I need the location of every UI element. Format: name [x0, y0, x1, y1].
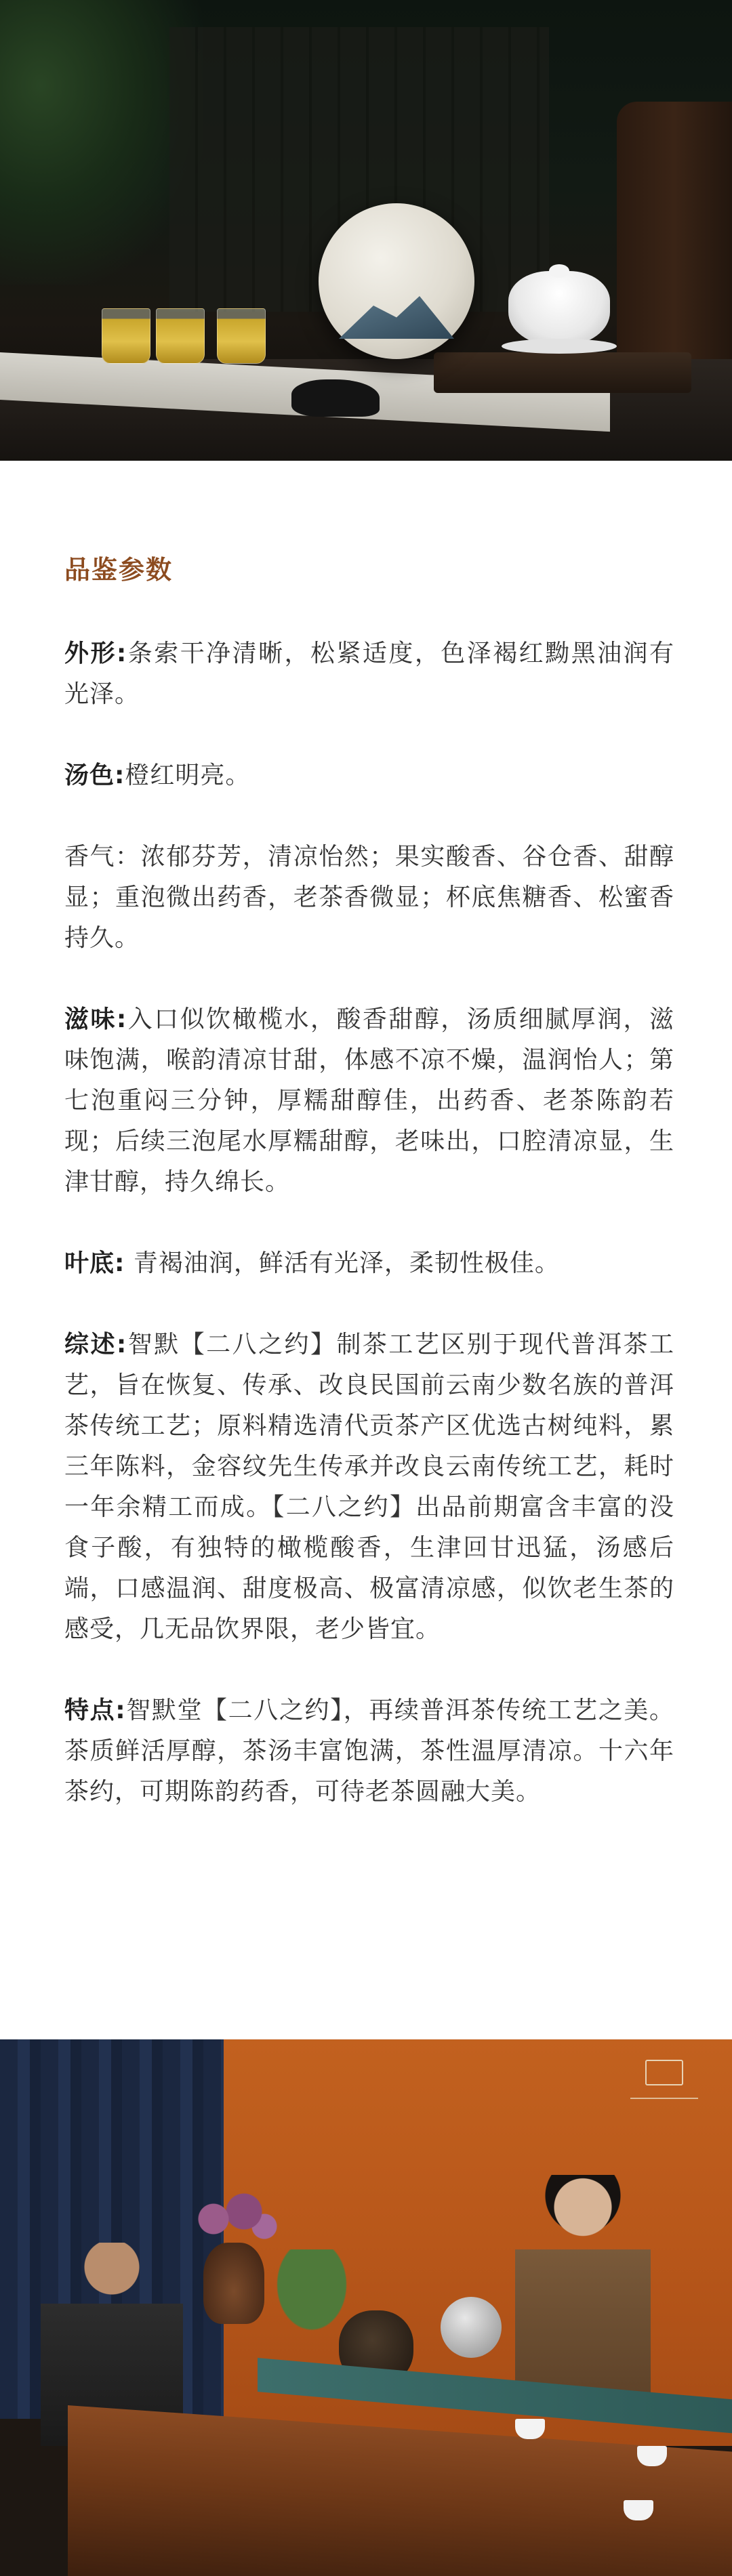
paragraph-leaf-bottom — [64, 1243, 674, 1284]
tea-cup — [156, 308, 205, 364]
text-taste: 入口似饮橄榄水，酸香甜醇，汤质细腻厚润，滋味饱满，喉韵清凉甘甜，体感不凉不燥，温润怡人；第七泡重闷三分钟，厚糯甜醇佳，出药香、老茶陈韵若现；后续三泡尾水厚糯甜醇，老味出，口腔清凉显，生津甘醇，持久绵长。 — [64, 1005, 674, 1196]
text-aroma: 香气：浓郁芬芳，清凉怡然；果实酸香、谷仓香、甜醇显；重泡微出药香，老茶香微显；杯底焦糖香、松蜜香持久。 — [64, 843, 674, 952]
tea-cup — [637, 2446, 667, 2466]
tea-ceremony-photo — [0, 2039, 732, 2576]
wood-stand — [434, 352, 691, 393]
label-appearance: 外形: — [64, 640, 127, 667]
tea-cup — [217, 308, 266, 364]
text-features: 智默堂【二八之约】，再续普洱茶传统工艺之美。茶质鲜活厚醇，茶汤丰富饱满，茶性温厚清凉。十六年茶约，可期陈韵药香，可待老茶圆融大美。 — [64, 1697, 674, 1806]
paragraph-taste — [64, 999, 674, 1203]
label-leaf-bottom: 叶底: — [64, 1249, 125, 1277]
tasting-parameters — [64, 549, 674, 1853]
paragraph-appearance — [64, 633, 674, 715]
text-liquor-color: 橙红明亮。 — [125, 762, 251, 789]
paragraph-summary — [64, 1325, 674, 1650]
tea-cup — [624, 2500, 653, 2520]
label-taste: 滋味: — [64, 1005, 127, 1033]
gaiwan — [508, 271, 610, 346]
hero-tea-photo — [0, 0, 732, 461]
label-summary: 综述: — [64, 1331, 127, 1358]
paragraph-aroma — [64, 837, 674, 959]
section-heading: 品鉴参数 — [64, 555, 174, 585]
text-summary: 智默【二八之约】制茶工艺区别于现代普洱茶工艺，旨在恢复、传承、改良民国前云南少数名族的普洱茶传统工艺；原料精选清代贡茶产区优选古树纯料，累三年陈料，金容纹先生传承并改良云南传统工艺，耗时一年余精工而成。【二八之约】出品前期富含丰富的没食子酸，有独特的橄榄酸香，生津回甘迅猛，汤感后端，口感温润、甜度极高、极富清凉感，似饮老生茶的感受，几无品饮界限，老少皆宜。 — [64, 1331, 674, 1643]
paragraph-features — [64, 1690, 674, 1812]
rock-ornament — [291, 379, 380, 417]
gaiwan-lid — [549, 264, 569, 278]
label-features: 特点: — [64, 1697, 126, 1724]
tea-cup — [515, 2419, 545, 2439]
chair — [617, 102, 732, 386]
logo-line — [630, 2098, 698, 2099]
label-liquor-color: 汤色: — [64, 762, 125, 789]
seal-icon — [645, 2060, 683, 2085]
text-leaf-bottom: 青褐油润，鲜活有光泽，柔韧性极佳。 — [125, 1249, 560, 1277]
brand-logo — [630, 2060, 698, 2107]
tea-cup — [102, 308, 150, 364]
gaiwan-saucer — [502, 339, 617, 354]
vase — [203, 2243, 264, 2324]
kettle — [441, 2297, 502, 2358]
text-appearance: 条索干净清晰，松紧适度，色泽褐红黝黑油润有光泽。 — [64, 640, 674, 708]
bonsai — [271, 2249, 352, 2338]
woman-pouring-tea — [515, 2175, 651, 2405]
paragraph-liquor-color — [64, 755, 674, 796]
